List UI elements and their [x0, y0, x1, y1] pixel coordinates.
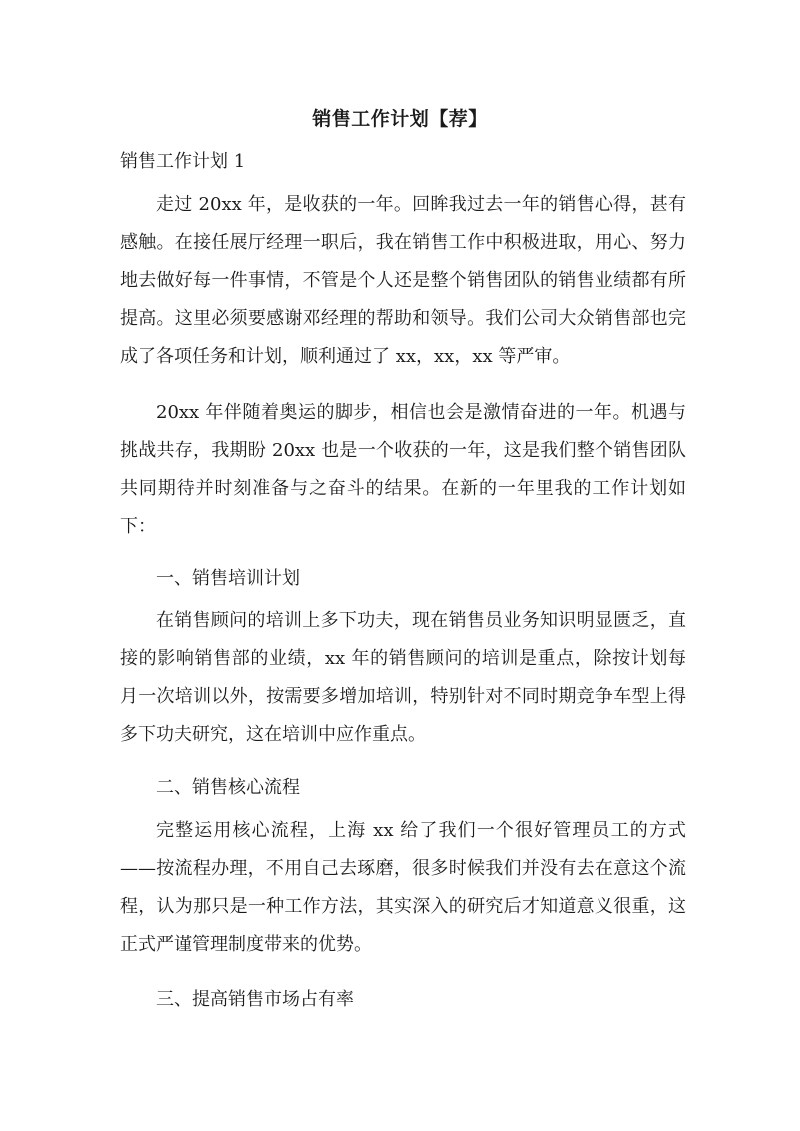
paragraph-training: 在销售顾问的培训上多下功夫，现在销售员业务知识明显匮乏，直接的影响销售部的业绩，xx 年的销售顾问的培训是重点，除按计划每月一次培训以外，按需要多增加培训，特别针对不同时期竞争车型上得多下功夫研究，这在培训中应作重点。 [120, 610, 686, 745]
heading-core-process: 二、销售核心流程 [156, 777, 300, 798]
document-subtitle: 销售工作计划 1 [120, 151, 246, 172]
paragraph-intro: 走过 20xx 年，是收获的一年。回眸我过去一年的销售心得，甚有感触。在接任展厅经理一职后，我在销售工作中积极进取，用心、努力地去做好每一件事情，不管是个人还是整个销售团队的销售业绩都有所提高。这里必须要感谢邓经理的帮助和领导。我们公司大众销售部也完成了各项任务和计划，顺利通过了 xx，xx，xx 等严审。 [120, 194, 686, 367]
heading-market-share: 三、提高销售市场占有率 [156, 989, 354, 1010]
heading-training-plan: 一、销售培训计划 [156, 568, 300, 589]
document-title: 销售工作计划【荐】 [312, 108, 488, 130]
paragraph-core-process: 完整运用核心流程，上海 xx 给了我们一个很好管理员工的方式——按流程办理，不用自己去琢磨，很多时候我们并没有去在意这个流程，认为那只是一种工作方法，其实深入的研究后才知道意义很重，这正式严谨管理制度带来的优势。 [120, 820, 686, 955]
paragraph-outlook: 20xx 年伴随着奥运的脚步，相信也会是激情奋进的一年。机遇与挑战共存，我期盼 20xx 也是一个收获的一年，这是我们整个销售团队共同期待并时刻准备与之奋斗的结果。在新的一年里我的工作计划如下： [120, 402, 686, 537]
